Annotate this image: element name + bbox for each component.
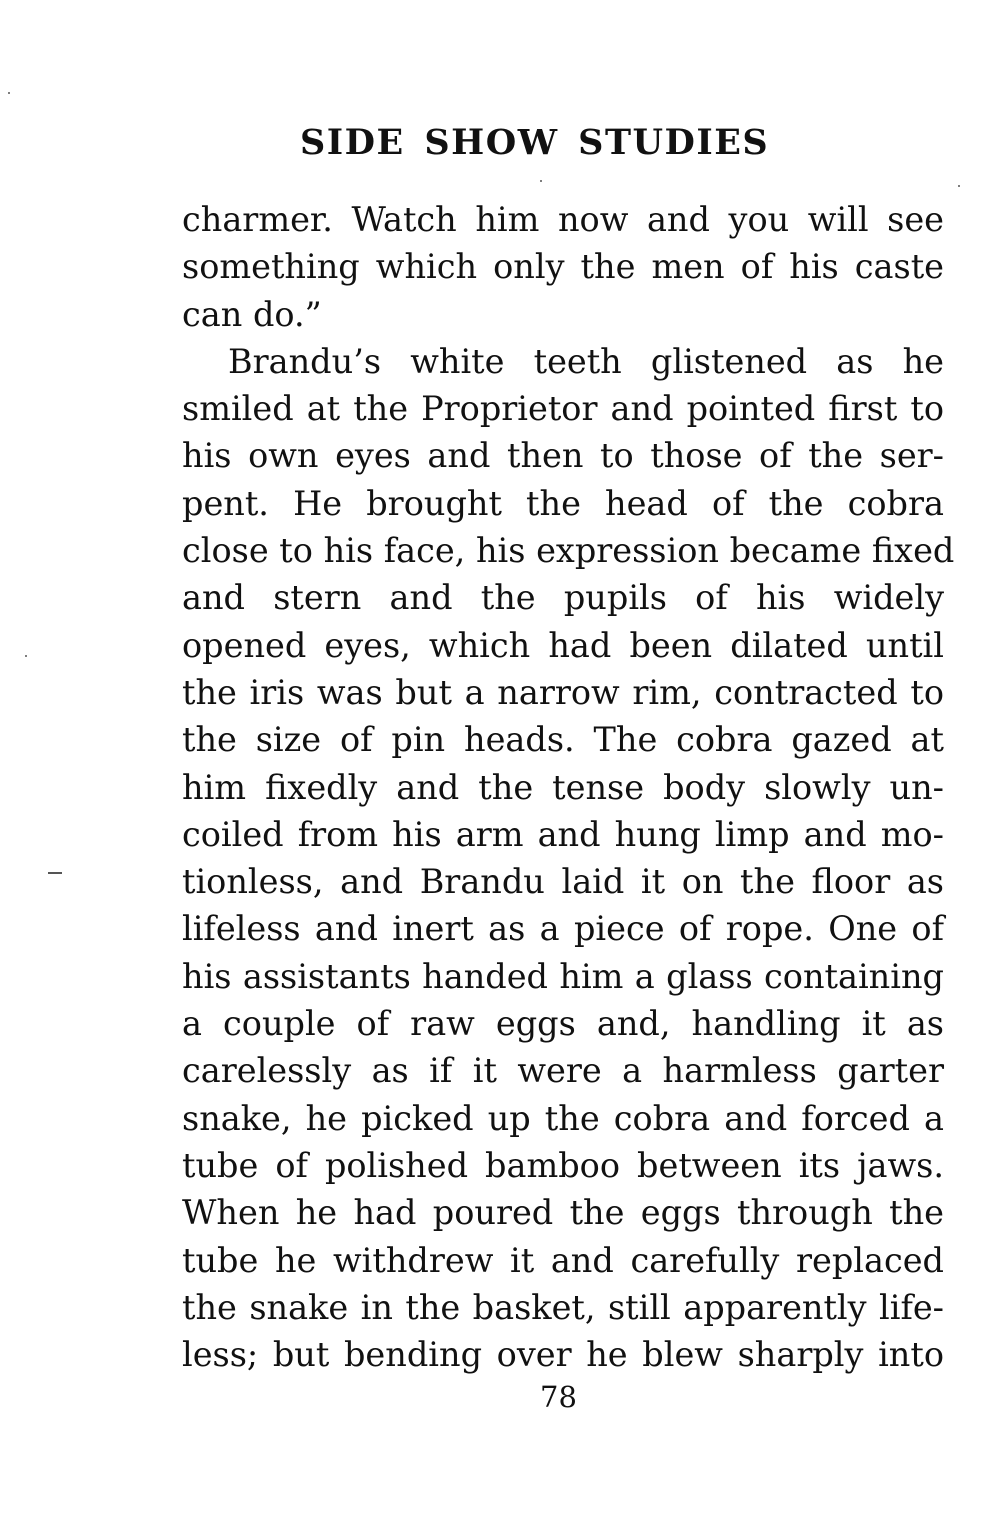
text-line: lifeless and inert as a piece of rope. One of — [182, 909, 944, 949]
text-line: Brandu’s white teeth glistened as he — [228, 341, 944, 381]
text-line: smiled at the Proprietor and pointed first to — [182, 389, 944, 429]
running-head: SIDE SHOW STUDIES — [300, 122, 770, 163]
page-number: 78 — [540, 1380, 577, 1414]
text-line: snake, he picked up the cobra and forced a — [182, 1098, 944, 1138]
text-line: opened eyes, which had been dilated until — [182, 625, 944, 665]
text-line: tube of polished bamboo between its jaws. — [182, 1145, 944, 1185]
text-line: can do.” — [182, 294, 322, 334]
text-line: less; but bending over he blew sharply into — [182, 1335, 944, 1375]
scan-speck — [25, 655, 27, 657]
text-line: a couple of raw eggs and, handling it as — [182, 1004, 944, 1044]
text-line: charmer. Watch him now and you will see — [182, 200, 944, 239]
text-line: the iris was but a narrow rim, contracted to — [182, 672, 944, 712]
scan-mark — [48, 872, 62, 874]
text-line: When he had poured the eggs through the — [182, 1193, 944, 1233]
text-line: his assistants handed him a glass containing — [182, 956, 944, 996]
text-line: carelessly as if it were a harmless garter — [182, 1051, 944, 1091]
scan-speck — [8, 92, 10, 94]
text-line: his own eyes and then to those of the ser- — [182, 436, 944, 476]
text-line: tionless, and Brandu laid it on the floor as — [182, 862, 944, 902]
scan-speck — [958, 185, 960, 187]
text-line: and stern and the pupils of his widely — [182, 578, 944, 618]
text-line: him fixedly and the tense body slowly un- — [182, 767, 944, 807]
text-line: the snake in the basket, still apparently life- — [182, 1287, 944, 1327]
body-text — [182, 196, 955, 1378]
text-line: coiled from his arm and hung limp and mo- — [182, 814, 944, 854]
text-line: something which only the men of his caste — [182, 247, 944, 287]
scan-speck — [540, 180, 542, 182]
text-line: the size of pin heads. The cobra gazed at — [182, 720, 944, 760]
text-line: close to his face, his expression became fixed — [182, 531, 955, 571]
text-line: tube he withdrew it and carefully replaced — [182, 1240, 944, 1280]
text-line: pent. He brought the head of the cobra — [182, 483, 944, 523]
